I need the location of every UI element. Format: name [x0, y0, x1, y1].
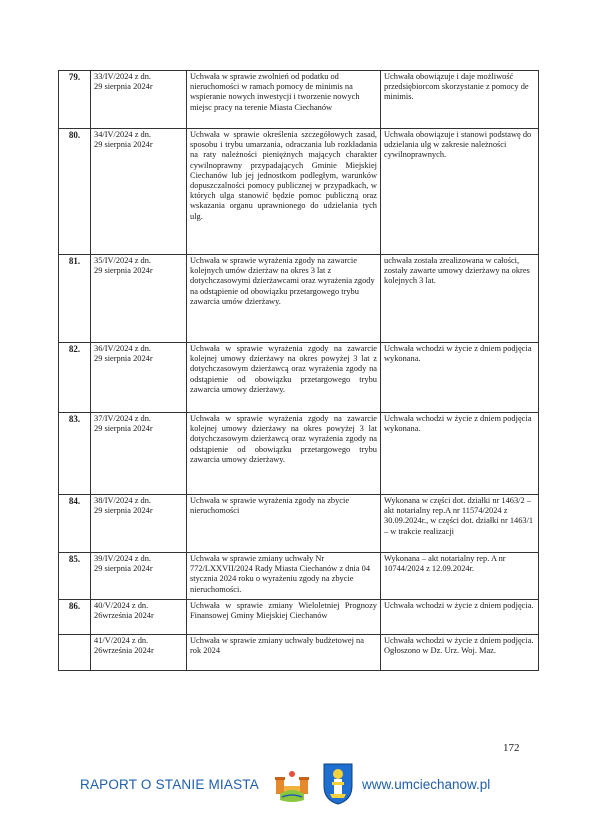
resolution-id — [91, 600, 187, 635]
resolution-description: Uchwała w sprawie wyrażenia zgody na zawarcie kolejnej umowy dzierżawy na okres powyżej 3 lat z dotychczasowym dzierżawcą oraz wyrażenia zgody na odstąpienie od obowiązku przetargowego trybu zawarcia umowy dzierżawy. — [187, 343, 381, 413]
resolution-number: 35/IV/2024 z dn. — [94, 256, 151, 265]
resolution-status: Uchwała obowiązuje i stanowi podstawę do udzielania ulg w zakresie należności cywilnoprawnych. — [381, 129, 539, 255]
resolution-id — [91, 635, 187, 671]
resolution-number: 37/IV/2024 z dn. — [94, 414, 151, 423]
footer — [0, 760, 594, 810]
resolution-id — [91, 255, 187, 343]
resolution-status: uchwała została zrealizowana w całości, zostały zawarte umowy dzierżawy na okres kolejnych 3 lat. — [381, 255, 539, 343]
resolution-date: 29 sierpnia 2024r — [94, 564, 153, 574]
resolution-date: 26września 2024r — [94, 611, 154, 621]
resolution-status: Wykonana w części dot. działki nr 1463/2 – akt notarialny rep.A nr 11574/2024 z 30.09.2024r., w części dot. działki nr 1463/1 – w trakcie realizacji — [381, 495, 539, 553]
row-number: 85. — [59, 553, 91, 600]
resolution-date: 29 sierpnia 2024r — [94, 82, 153, 92]
resolution-status: Uchwała wchodzi w życie z dniem podjęcia. — [381, 600, 539, 635]
row-number: 81. — [59, 255, 91, 343]
resolution-date: 29 sierpnia 2024r — [94, 506, 153, 516]
resolution-number: 39/IV/2024 z dn. — [94, 554, 151, 563]
row-number: 79. — [59, 71, 91, 129]
table-row — [59, 635, 539, 671]
resolution-description: Uchwała w sprawie zmiany uchwały budżetowej na rok 2024 — [187, 635, 381, 671]
resolution-date: 29 sierpnia 2024r — [94, 140, 153, 150]
coat-of-arms-icon — [320, 760, 356, 806]
resolution-id — [91, 343, 187, 413]
ciechanow-city-logo-icon — [270, 760, 314, 806]
resolution-id — [91, 129, 187, 255]
row-number: 82. — [59, 343, 91, 413]
resolution-number: 38/IV/2024 z dn. — [94, 496, 151, 505]
resolution-id — [91, 413, 187, 495]
table-row — [59, 255, 539, 343]
resolution-status: Uchwała wchodzi w życie z dniem podjęcia wykonana. — [381, 343, 539, 413]
resolution-id — [91, 553, 187, 600]
resolution-number: 41/V/2024 z dn. — [94, 636, 149, 645]
resolution-status: Uchwała wchodzi w życie z dniem podjęcia. Ogłoszono w Dz. Urz. Woj. Maz. — [381, 635, 539, 671]
table-row — [59, 129, 539, 255]
resolution-number: 36/IV/2024 z dn. — [94, 344, 151, 353]
resolution-number: 40/V/2024 z dn. — [94, 601, 149, 610]
resolution-date: 29 sierpnia 2024r — [94, 354, 153, 364]
row-number: 84. — [59, 495, 91, 553]
resolution-description: Uchwała w sprawie określenia szczegółowych zasad, sposobu i trybu umarzania, odraczania lub rozkładania na raty należności pieniężnych mających charakter cywilnoprawny przypadających Gminie Miejskiej Ciechanów lub jej jednostkom podległym, warunków dopuszczalności pomocy publicznej w przypadkach, w których ulga stanowić będzie pomoc publiczną oraz wskazania organu uprawnionego do udzielania tych ulg. — [187, 129, 381, 255]
row-number — [59, 635, 91, 671]
resolution-status: Wykonana – akt notarialny rep. A nr 10744/2024 z 12.09.2024r. — [381, 553, 539, 600]
resolution-date: 26września 2024r — [94, 646, 154, 656]
table-row — [59, 71, 539, 129]
resolution-description: Uchwała w sprawie zwolnień od podatku od nieruchomości w ramach pomocy de minimis na wspieranie nowych inwestycji i tworzenie nowych miejsc pracy na terenie Miasta Ciechanów — [187, 71, 381, 129]
resolution-status: Uchwała obowiązuje i daje możliwość przedsiębiorcom skorzystanie z pomocy de minimis. — [381, 71, 539, 129]
table-row — [59, 343, 539, 413]
resolutions-table — [58, 70, 539, 671]
website-link[interactable]: www.umciechanow.pl — [362, 777, 491, 792]
resolution-date: 29 sierpnia 2024r — [94, 424, 153, 434]
table-row — [59, 553, 539, 600]
resolution-id — [91, 71, 187, 129]
resolution-description: Uchwała w sprawie wyrażenia zgody na zbycie nieruchomości — [187, 495, 381, 553]
row-number: 80. — [59, 129, 91, 255]
table-row — [59, 600, 539, 635]
resolution-number: 33/IV/2024 z dn. — [94, 72, 151, 81]
resolution-description: Uchwała w sprawie wyrażenia zgody na zawarcie kolejnej umowy dzierżawy na okres powyżej 3 lat dotychczasowym dzierżawcą oraz wyrażenia zgody na odstąpienie od obowiązku przetargowego trybu zawarcia umowy dzierżawy. — [187, 413, 381, 495]
row-number: 86. — [59, 600, 91, 635]
row-number: 83. — [59, 413, 91, 495]
resolution-id — [91, 495, 187, 553]
resolution-status: Uchwała wchodzi w życie z dniem podjęcia wykonana. — [381, 413, 539, 495]
resolution-description: Uchwała w sprawie zmiany uchwały Nr 772/LXXVII/2024 Rady Miasta Ciechanów z dnia 04 stycznia 2024 roku o wyrażeniu zgody na zbycie nieruchomości. — [187, 553, 381, 600]
table-row — [59, 495, 539, 553]
resolution-description: Uchwała w sprawie wyrażenia zgody na zawarcie kolejnych umów dzierżaw na okres 3 lat z dotychczasowymi dzierżawcami oraz wyrażenia zgody na odstąpienie od obowiązku przetargowego trybu zawarcia umów dzierżawy. — [187, 255, 381, 343]
page-number: 172 — [503, 742, 520, 754]
resolution-description: Uchwała w sprawie zmiany Wieloletniej Prognozy Finansowej Gminy Miejskiej Ciechanów — [187, 600, 381, 635]
report-title: RAPORT O STANIE MIASTA — [80, 777, 259, 792]
table-row — [59, 413, 539, 495]
resolution-date: 29 sierpnia 2024r — [94, 266, 153, 276]
resolution-number: 34/IV/2024 z dn. — [94, 130, 151, 139]
